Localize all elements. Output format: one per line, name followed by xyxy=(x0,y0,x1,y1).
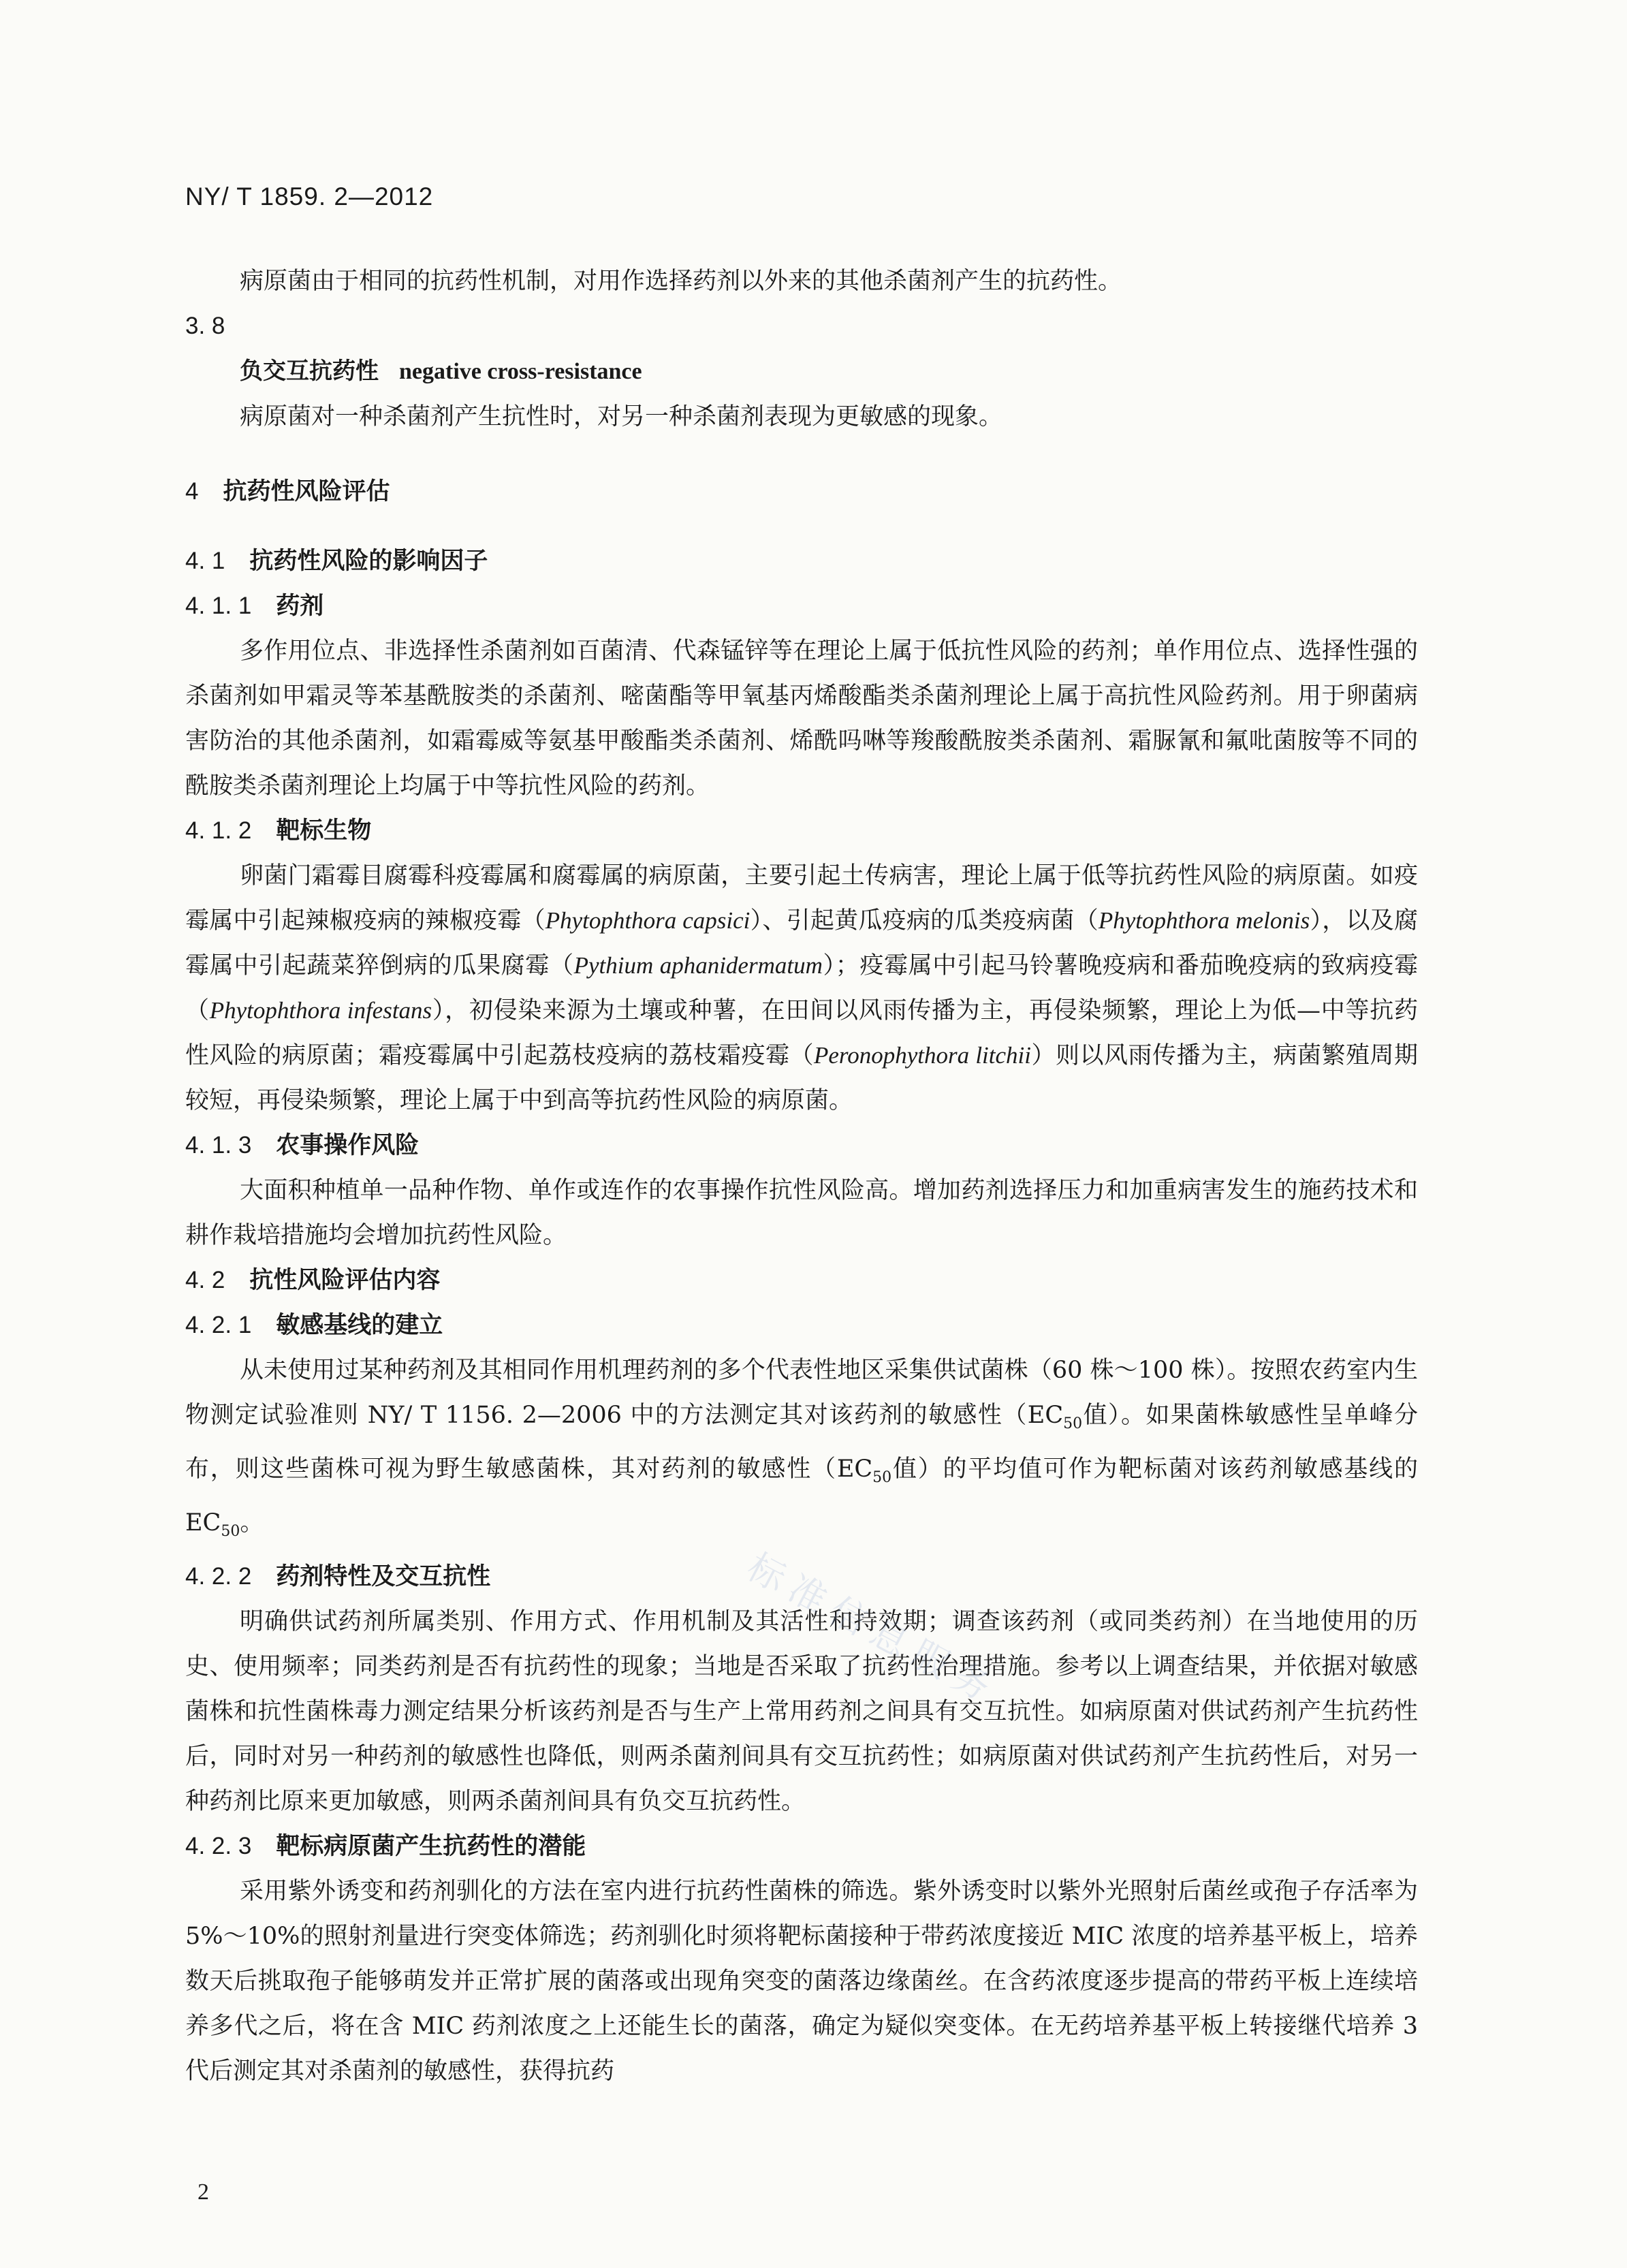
section-4-2-2-paragraph: 明确供试药剂所属类别、作用方式、作用机制及其活性和持效期；调查该药剂（或同类药剂）在当地使用的历史、使用频率；同类药剂是否有抗药性的现象；当地是否采取了抗药性治理措施。参考以上调查结果，并依据对敏感菌株和抗性菌株毒力测定结果分析该药剂是否与生产上常用药剂之间具有交互抗性。如病原菌对供试药剂产生抗药性后，同时对另一种药剂的敏感性也降低，则两杀菌剂间具有交互抗药性；如病原菌对供试药剂产生抗药性后，对另一种药剂比原来更加敏感，则两杀菌剂间具有负交互抗药性。 xyxy=(185,1608,1418,1815)
section-4-2-2-heading: 4. 2. 2 药剂特性及交互抗性 xyxy=(185,1563,491,1590)
section-4-1-2-paragraph: 卵菌门霜霉目腐霉科疫霉属和腐霉属的病原菌，主要引起土传病害，理论上属于低等抗药性风险的病原菌。如疫霉属中引起辣椒疫病的辣椒疫霉（Phytophthora capsici）、引起黄瓜疫病的瓜类疫病菌（Phytophthora melonis），以及腐霉属中引起蔬菜猝倒病的瓜果腐霉（Pythium aphanidermatum）；疫霉属中引起马铃薯晚疫病和番茄晚疫病的致病疫霉（Phytophthora infestans），初侵染来源为土壤或种薯，在田间以风雨传播为主，再侵染频繁，理论上为低—中等抗药性风险的病原菌；霜疫霉属中引起荔枝疫病的荔枝霜疫霉（Peronophythora litchii）则以风雨传播为主，病菌繁殖周期较短，再侵染频繁，理论上属于中到高等抗药性风险的病原菌。 xyxy=(185,862,1418,1114)
section-4-1-3-heading: 4. 1. 3 农事操作风险 xyxy=(185,1132,420,1159)
section-4-1-2-heading: 4. 1. 2 靶标生物 xyxy=(185,817,372,845)
section-3-8-number: 3. 8 xyxy=(185,313,225,339)
continued-paragraph: 病原菌由于相同的抗药性机制，对用作选择药剂以外来的其他杀菌剂产生的抗药性。 xyxy=(240,268,1122,295)
section-4-2-3-heading: 4. 2. 3 靶标病原菌产生抗药性的潜能 xyxy=(185,1833,586,1860)
section-4-1-heading: 4. 1 抗药性风险的影响因子 xyxy=(185,548,488,575)
section-4-2-1-heading: 4. 2. 1 敏感基线的建立 xyxy=(185,1312,443,1339)
species-name: Phytophthora capsici xyxy=(545,907,751,934)
standard-code: NY/ T 1859. 2—2012 xyxy=(185,183,434,210)
species-name: Phytophthora melonis xyxy=(1098,907,1310,934)
section-4-1-3-paragraph: 大面积种植单一品种作物、单作或连作的农事操作抗性风险高。增加药剂选择压力和加重病害发生的施药技术和耕作栽培措施均会增加抗药性风险。 xyxy=(185,1177,1418,1249)
term-definition: 病原菌对一种杀菌剂产生抗性时，对另一种杀菌剂表现为更敏感的现象。 xyxy=(240,403,1003,430)
species-name: Phytophthora infestans xyxy=(209,997,432,1024)
section-4-2-heading: 4. 2 抗性风险评估内容 xyxy=(185,1267,441,1294)
term-en: negative cross-resistance xyxy=(399,359,642,384)
section-4-heading: 4 抗药性风险评估 xyxy=(185,478,390,505)
section-4-2-3-paragraph: 采用紫外诱变和药剂驯化的方法在室内进行抗药性菌株的筛选。紫外诱变时以紫外光照射后菌丝或孢子存活率为 5%～10%的照射剂量进行突变体筛选；药剂驯化时须将靶标菌接种于带药浓度接近 MIC 浓度的培养基平板上，培养数天后挑取孢子能够萌发并正常扩展的菌落或出现角突变的菌落边缘菌丝。在含药浓度逐步提高的带药平板上连续培养多代之后，将在含 MIC 药剂浓度之上还能生长的菌落，确定为疑似突变体。在无药培养基平板上转接继代培养 3 代后测定其对杀菌剂的敏感性，获得抗药 xyxy=(185,1878,1418,2085)
section-4-1-1-paragraph: 多作用位点、非选择性杀菌剂如百菌清、代森锰锌等在理论上属于低抗性风险的药剂；单作用位点、选择性强的杀菌剂如甲霜灵等苯基酰胺类的杀菌剂、嘧菌酯等甲氧基丙烯酸酯类杀菌剂理论上属于高抗性风险药剂。用于卵菌病害防治的其他杀菌剂，如霜霉威等氨基甲酸酯类杀菌剂、烯酰吗啉等羧酸酰胺类杀菌剂、霜脲氰和氟吡菌胺等不同的酰胺类杀菌剂理论上均属于中等抗性风险的药剂。 xyxy=(185,637,1418,800)
document-body xyxy=(185,259,1418,2094)
species-name: Pythium aphanidermatum xyxy=(573,952,823,979)
term-cn: 负交互抗药性 xyxy=(240,358,379,385)
term-negative-cross-resistance xyxy=(240,349,1418,394)
watermark: 标准信息服务 xyxy=(740,1545,1007,1714)
section-4-1-1-heading: 4. 1. 1 药剂 xyxy=(185,593,324,620)
page-number: 2 xyxy=(198,2179,209,2205)
species-name: Peronophythora litchii xyxy=(813,1042,1031,1069)
section-4-2-1-paragraph: 从未使用过某种药剂及其相同作用机理药剂的多个代表性地区采集供试菌株（60 株～100 株）。按照农药室内生物测定试验准则 NY/ T 1156. 2—2006 中的方法测定其对该药剂的敏感性（$EC_{50}$值）。如果菌株敏感性呈单峰分布，则这些菌株可视为野生敏感菌株，其对药剂的敏感性（$EC_{50}$值）的平均值可作为靶标菌对该药剂敏感基线的 $EC_{50}$。 xyxy=(185,1357,1418,1540)
